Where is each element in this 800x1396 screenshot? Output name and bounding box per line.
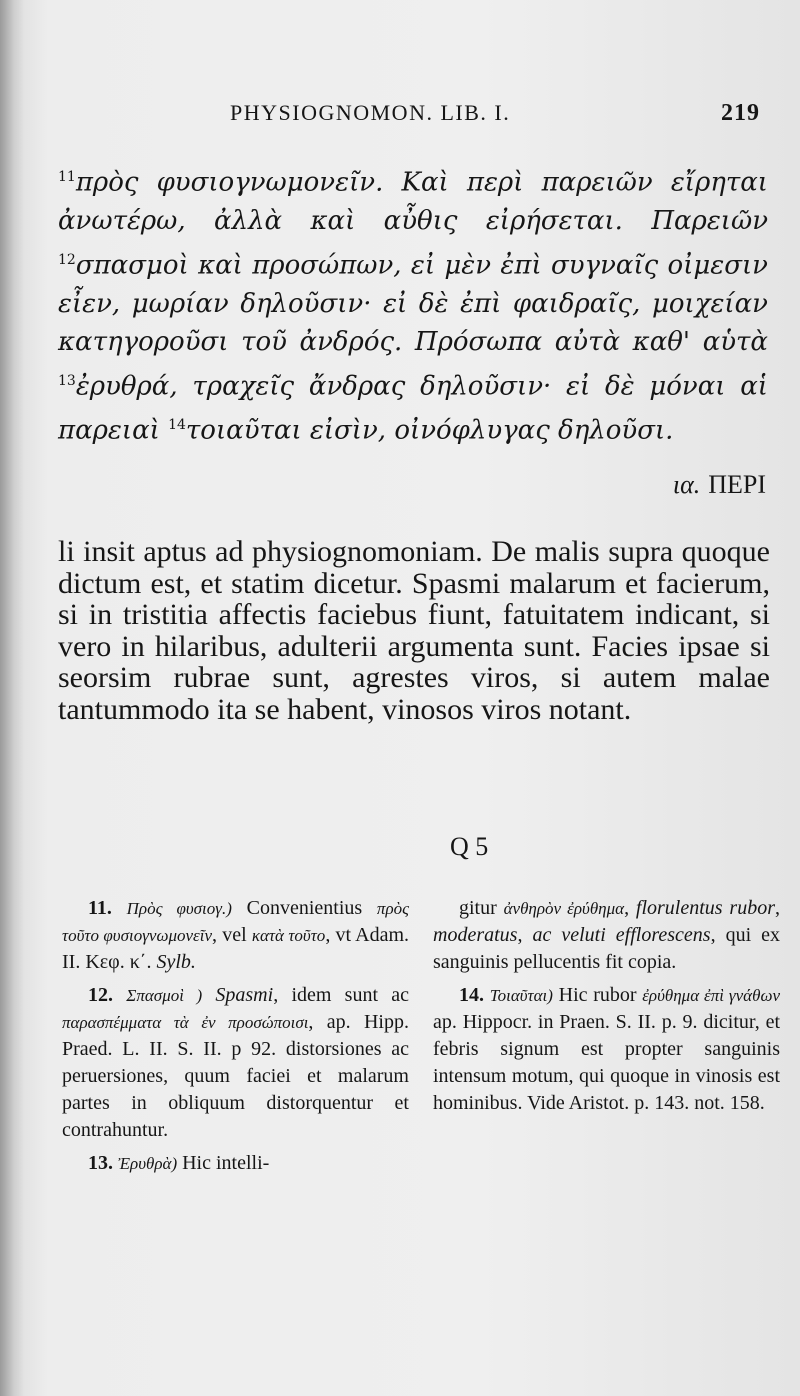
footnote-text: Spasmi	[215, 984, 274, 1006]
footnotes-left-column	[62, 895, 409, 1183]
footnote-text: ,	[774, 897, 780, 919]
footnote-text: Hic rubor	[552, 984, 643, 1006]
footnote-number: 11.	[88, 897, 127, 919]
running-title: PHYSIOGNOMON. LIB. I.	[230, 100, 511, 125]
footnote-text: , qui ex sanguinis pellucentis fit copia.	[433, 924, 781, 973]
footnote-text: ἀνθηρὸν ἐρύθημα	[503, 899, 625, 918]
footnote-text: Πρὸς φυσιογ.)	[126, 899, 232, 918]
footnote-text: gitur	[459, 897, 504, 919]
footnote-number: 12.	[88, 984, 127, 1006]
note-reference: 13	[58, 372, 76, 389]
footnote-text	[202, 984, 215, 1006]
section-word: ΠΕΡΙ	[708, 470, 766, 499]
footnote-text: ap. Hippocr. in Praen. S. II. p. 9. dicitur, et febris signum est propter sanguinis intensum motum, qui quoque in vinosis est hominibus. Vide Aristot. p. 143. not. 158.	[433, 1011, 780, 1114]
page-number: 219	[721, 100, 760, 126]
footnote-text: Τοιαῦται)	[489, 986, 553, 1005]
footnote-number: 14.	[459, 984, 490, 1006]
footnote-text: ,	[517, 924, 533, 946]
footnote-text: Sylb.	[156, 951, 196, 973]
footnote-text: , idem sunt ac	[273, 984, 410, 1006]
footnote-text: moderatus	[433, 924, 518, 946]
greek-text-segment: πρὸς φυσιογνωμονεῖν. Καὶ περὶ παρειῶν εἴρηται ἀνωτέρω, ἀλλὰ καὶ αὖθις εἰρήσεται. Παρειῶν	[58, 167, 768, 237]
greek-text-segment: ἐρυθρά, τραχεῖς ἄνδρας δηλοῦσιν· εἰ δὲ μόναι αἱ παρειαὶ	[58, 371, 768, 446]
footnote	[433, 895, 780, 976]
footnote-text: ἐρύθημα ἐπὶ γνάθων	[642, 986, 780, 1005]
page-gutter-shadow	[0, 0, 24, 1396]
footnote-text: Convenientius	[231, 897, 377, 919]
latin-translation: li insit aptus ad physiognomoniam. De malis supra quoque dictum est, et statim dicetur. Spasmi malarum et facierum, si in tristitia affectis faciebus fiunt, fatuitatem indicant, si vero in hilaribus, adulterii argumenta sunt. Facies ipsae si seorsim rubrae sunt, agrestes viros, si autem malae tantummodo ita se habent, vinosos viros notant.	[58, 535, 770, 726]
footnote	[62, 1150, 409, 1177]
footnote-text: , vt Adam. II. Κεφ. κ΄.	[62, 924, 409, 973]
signature-mark: Q 5	[450, 832, 489, 861]
footnote-text: ac veluti efflorescens	[532, 924, 711, 946]
section-numeral: ια.	[672, 470, 701, 499]
note-reference: 11	[58, 169, 76, 185]
footnote-text: κατὰ τοῦτο	[251, 926, 326, 945]
footnote	[62, 895, 409, 976]
footnote	[62, 982, 409, 1144]
footnote-text: παρασπέμματα τὰ ἐν προσώποισι	[62, 1013, 309, 1032]
footnote-number: 13.	[88, 1152, 118, 1174]
footnote	[433, 982, 780, 1117]
footnote-text: Ἐρυθρὰ)	[118, 1154, 178, 1173]
footnotes-right-column	[433, 895, 780, 1183]
footnote-text: , vel	[212, 924, 252, 946]
footnote-text: Σπασμοὶ )	[126, 986, 203, 1005]
greek-text-segment: σπασμοὶ καὶ προσώπων, εἰ μὲν ἐπὶ συγναῖς οἰμεσιν εἶεν, μωρίαν δηλοῦσιν· εἰ δὲ ἐπὶ φαιδραῖς, μοιχείαν κατηγοροῦσι τοῦ ἀνδρός. Πρόσωπα αὐτὰ καθ' αὑτὰ	[58, 250, 768, 358]
running-header	[230, 100, 760, 127]
greek-text-block	[58, 158, 768, 450]
note-reference: 14	[168, 416, 186, 433]
footnote-text: florulentus rubor	[635, 897, 775, 919]
note-reference: 12	[58, 251, 76, 268]
footnote-text: πρὸς τοῦτο φυσιογνωμονεῖν	[62, 899, 409, 945]
footnotes	[62, 895, 780, 1183]
footnote-text: Hic intelli-	[177, 1152, 270, 1174]
footnote-text: , ap. Hipp. Praed. L. II. S. II. p 92. distorsiones ac peruersiones, quum faciei et malarum partes in obliquum distorquentur et contrahuntur.	[62, 1011, 409, 1141]
footnote-text: ,	[624, 897, 636, 919]
section-heading	[673, 470, 766, 500]
greek-text-segment: τοιαῦται εἰσὶν, οἰνόφλυγας δηλοῦσι.	[185, 415, 674, 446]
